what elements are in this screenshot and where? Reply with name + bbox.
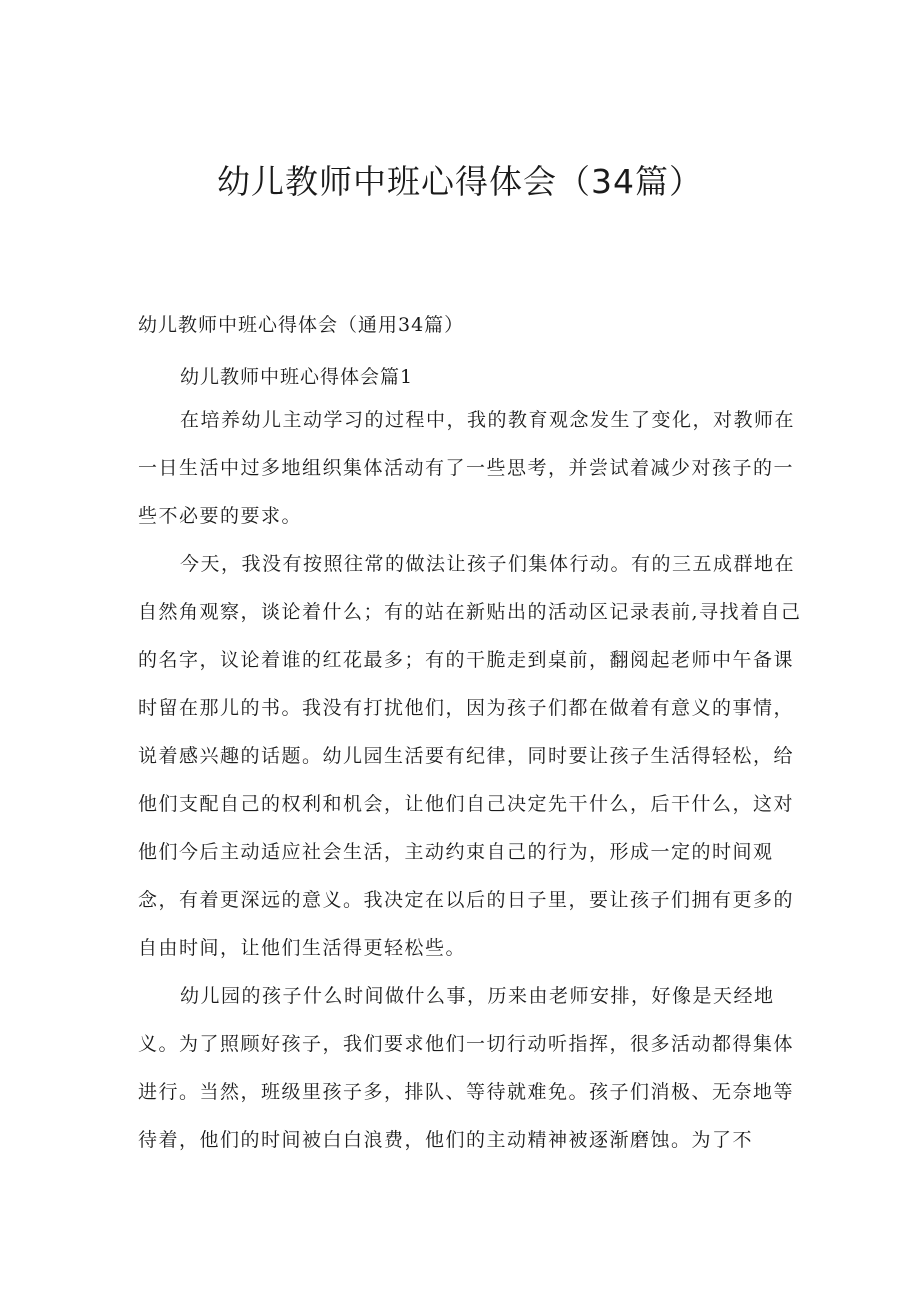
document-title: 幼儿教师中班心得体会（34篇）: [217, 162, 703, 201]
paragraph-line: 他们支配自己的权利和机会，让他们自己决定先干什么，后干什么，这对: [138, 793, 795, 815]
paragraph-line: 些不必要的要求。: [138, 505, 303, 527]
paragraph-line: 他们今后主动适应社会生活，主动约束自己的行为，形成一定的时间观: [138, 841, 774, 863]
paragraph-line: 的名字，议论着谁的红花最多；有的干脆走到桌前，翻阅起老师中午备课: [138, 649, 795, 671]
paragraph-line: 待着，他们的时间被白白浪费，他们的主动精神被逐渐磨蚀。为了不: [138, 1129, 754, 1151]
paragraph-line: 自然角观察，谈论着什么；有的站在新贴出的活动区记录表前,寻找着自己: [138, 601, 802, 623]
paragraph-line: 今天，我没有按照往常的做法让孩子们集体行动。有的三五成群地在: [180, 553, 796, 575]
paragraph-2: [138, 540, 802, 972]
paragraph-line: 念，有着更深远的意义。我决定在以后的日子里，要让孩子们拥有更多的: [138, 889, 795, 911]
paragraph-line: 时留在那儿的书。我没有打扰他们，因为孩子们都在做着有意义的事情，: [138, 697, 795, 719]
section-heading: 幼儿教师中班心得体会篇1: [180, 366, 414, 388]
paragraph-line: 一日生活中过多地组织集体活动有了一些思考，并尝试着减少对孩子的一: [138, 457, 795, 479]
paragraph-line: 义。为了照顾好孩子，我们要求他们一切行动听指挥，很多活动都得集体: [138, 1033, 795, 1055]
paragraph-line: 在培养幼儿主动学习的过程中，我的教育观念发生了变化，对教师在: [180, 409, 796, 431]
paragraph-line: 说着感兴趣的话题。幼儿园生活要有纪律，同时要让孩子生活得轻松，给: [138, 745, 795, 767]
paragraph-line: 自由时间，让他们生活得更轻松些。: [138, 937, 467, 959]
paragraph-line: 进行。当然，班级里孩子多，排队、等待就难免。孩子们消极、无奈地等: [138, 1081, 795, 1103]
paragraph-1: [138, 396, 796, 540]
paragraph-3: [138, 972, 795, 1164]
document-subtitle: 幼儿教师中班心得体会（通用34篇）: [138, 314, 465, 336]
paragraph-line: 幼儿园的孩子什么时间做什么事，历来由老师安排，好像是天经地: [180, 985, 775, 1007]
